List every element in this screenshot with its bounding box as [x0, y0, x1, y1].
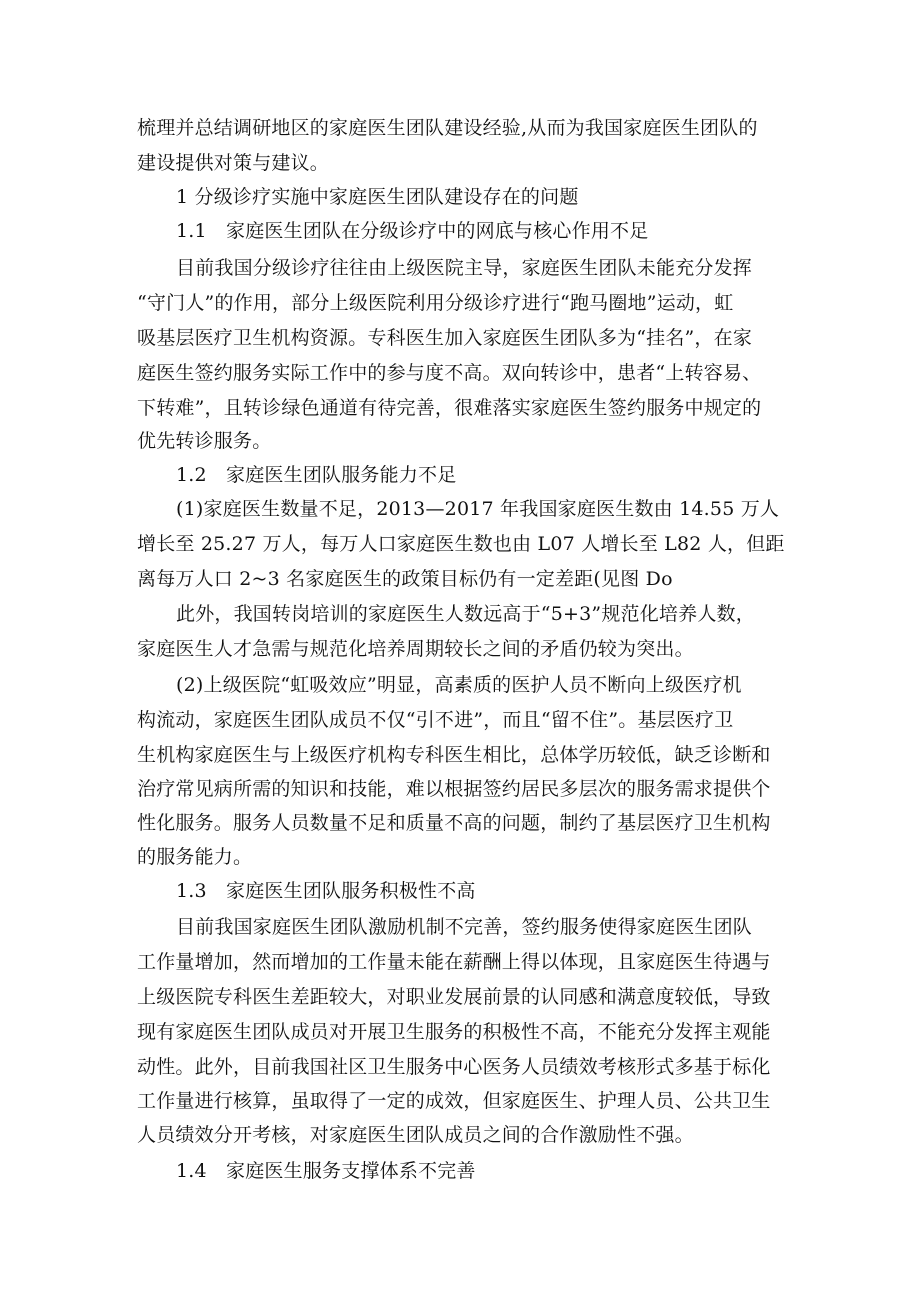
paragraph-line: 动性。此外，目前我国社区卫生服务中心医务人员绩效考核形式多基于标化: [137, 1056, 771, 1078]
paragraph-line: 离每万人口 2~3 名家庭医生的政策目标仍有一定差距(见图 Do: [137, 568, 673, 590]
paragraph-line: 工作量进行核算，虽取得了一定的成效，但家庭医生、护理人员、公共卫生: [137, 1090, 771, 1112]
intro-line-2: 建设提供对策与建议。: [137, 152, 330, 174]
paragraph-line: 的服务能力。: [137, 846, 253, 868]
section-1-title: 1 分级诊疗实施中家庭医生团队建设存在的问题: [176, 186, 579, 208]
subsection-1-3-title: 1.3 家庭医生团队服务积极性不高: [176, 880, 476, 902]
subsection-1-1-title: 1.1 家庭医生团队在分级诊疗中的网底与核心作用不足: [176, 220, 649, 242]
paragraph-line: 工作量增加，然而增加的工作量未能在薪酬上得以体现，且家庭医生待遇与: [137, 951, 771, 973]
paragraph-line: 目前我国分级诊疗往往由上级医院主导，家庭医生团队未能充分发挥: [176, 257, 753, 279]
intro-line-1: 梳理并总结调研地区的家庭医生团队建设经验,从而为我国家庭医生团队的: [137, 117, 758, 139]
paragraph-line: (2)上级医院“虹吸效应”明显，高素质的医护人员不断向上级医疗机: [176, 674, 742, 696]
paragraph-line: 增长至 25.27 万人，每万人口家庭医生数也由 L07 人增长至 L82 人，但距: [137, 533, 785, 555]
paragraph-line: 吸基层医疗卫生机构资源。专科医生加入家庭医生团队多为“挂名”，在家: [137, 327, 753, 349]
paragraph-line: 人员绩效分开考核，对家庭医生团队成员之间的合作激励性不强。: [137, 1124, 694, 1146]
paragraph-line: (1)家庭医生数量不足，2013—2017 年我国家庭医生数由 14.55 万人: [176, 498, 780, 520]
subsection-1-2-title: 1.2 家庭医生团队服务能力不足: [176, 464, 457, 486]
paragraph-line: 生机构家庭医生与上级医疗机构专科医生相比，总体学历较低，缺乏诊断和: [137, 744, 771, 766]
paragraph-line: “守门人”的作用，部分上级医院利用分级诊疗进行“跑马圈地”运动，虹: [137, 292, 734, 314]
paragraph-line: 庭医生签约服务实际工作中的参与度不高。双向转诊中，患者“上转容易、: [137, 362, 762, 384]
paragraph-line: 目前我国家庭医生团队激励机制不完善，签约服务使得家庭医生团队: [176, 916, 753, 938]
paragraph-line: 下转难”，且转诊绿色通道有待完善，很难落实家庭医生签约服务中规定的: [137, 397, 762, 419]
paragraph-line: 构流动，家庭医生团队成员不仅“引不进”，而且“留不住”。基层医疗卫: [137, 709, 734, 731]
paragraph-line: 上级医院专科医生差距较大，对职业发展前景的认同感和满意度较低，导致: [137, 986, 771, 1008]
paragraph-line: 治疗常见病所需的知识和技能，难以根据签约居民多层次的服务需求提供个: [137, 778, 771, 800]
subsection-1-4-title: 1.4 家庭医生服务支撑体系不完善: [176, 1160, 476, 1182]
paragraph-line: 性化服务。服务人员数量不足和质量不高的问题，制约了基层医疗卫生机构: [137, 812, 771, 834]
paragraph-line: 此外，我国转岗培训的家庭医生人数远高于“5+3”规范化培养人数，: [176, 603, 755, 625]
paragraph-line: 现有家庭医生团队成员对开展卫生服务的积极性不高，不能充分发挥主观能: [137, 1021, 771, 1043]
paragraph-line: 家庭医生人才急需与规范化培养周期较长之间的矛盾仍较为突出。: [137, 638, 694, 660]
paragraph-line: 优先转诊服务。: [137, 430, 272, 452]
